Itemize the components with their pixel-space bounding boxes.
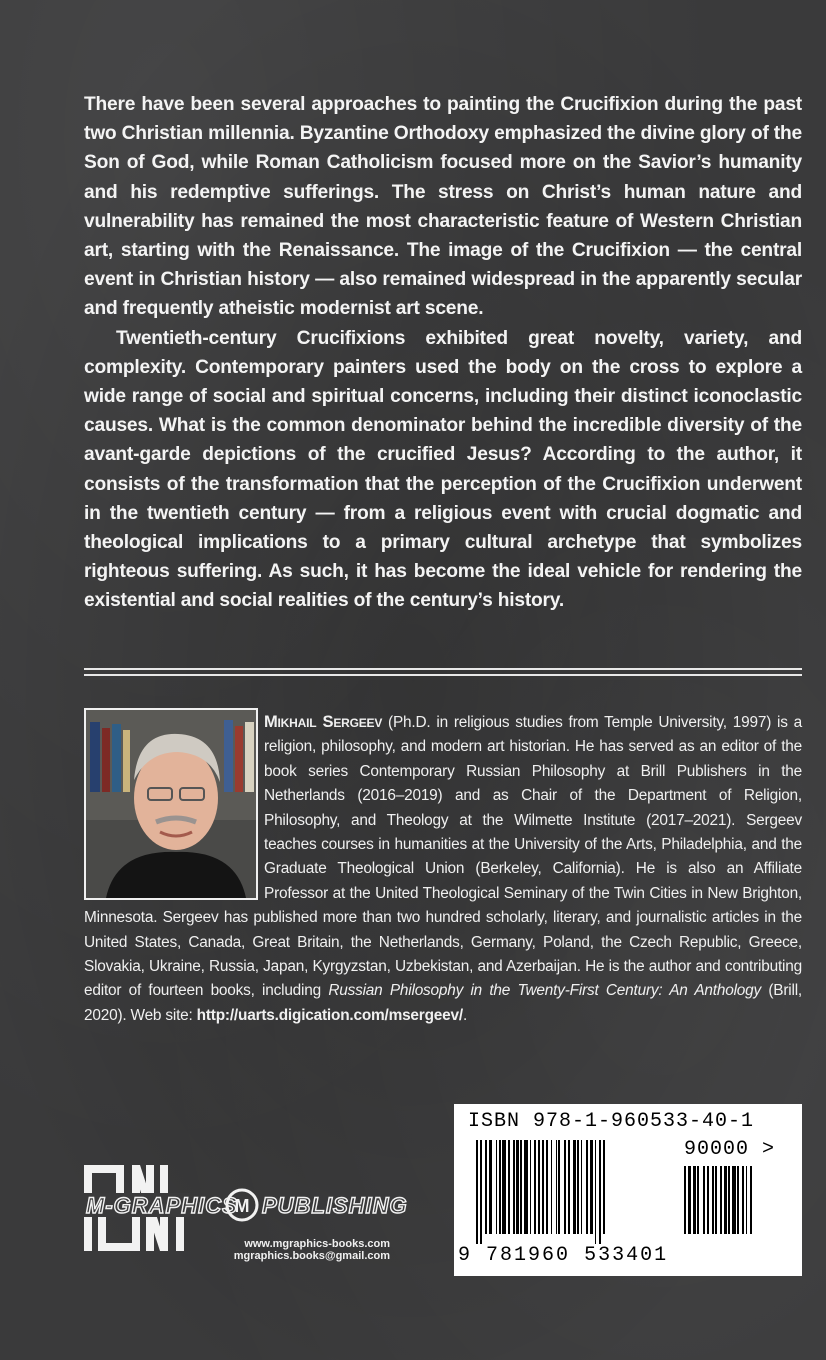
ean-first-digit: 9 (458, 1244, 473, 1267)
barcode-bar (556, 1140, 557, 1234)
barcode-bar (530, 1140, 531, 1234)
barcode-bar (480, 1140, 482, 1244)
barcode-bar (737, 1166, 739, 1234)
bio-text-3: . (462, 1006, 468, 1024)
publisher-website[interactable]: www.mgraphics-books.com (244, 1238, 390, 1250)
barcode-bar (524, 1140, 528, 1234)
barcode-bar (603, 1140, 605, 1234)
barcode-bar (581, 1140, 582, 1234)
logo-text-publishing: PUBLISHING (262, 1193, 408, 1218)
barcode-bar (476, 1140, 478, 1244)
ean-digits (458, 1244, 668, 1267)
price-code: 90000 > (684, 1138, 776, 1161)
bio-text-2: (Brill, 2020). Web site: (84, 982, 802, 1024)
ean-left-digits: 781960 (486, 1244, 571, 1267)
barcode-bar (724, 1166, 727, 1234)
isbn-barcode (454, 1104, 802, 1276)
barcode-bar (599, 1140, 601, 1244)
barcode-bar (499, 1140, 501, 1234)
barcode-bar (489, 1140, 492, 1234)
barcode-bar (534, 1140, 536, 1234)
publisher-email[interactable]: mgraphics.books@gmail.com (233, 1250, 390, 1262)
logo-text-mgraphics: M-GRAPHICS (86, 1193, 238, 1218)
barcode-bar (750, 1166, 752, 1234)
barcode-bar (516, 1140, 519, 1234)
barcode-bar (728, 1166, 730, 1234)
barcode-bar (697, 1166, 699, 1234)
barcode-bar (564, 1140, 566, 1234)
isbn-number: ISBN 978-1-960533-40-1 (468, 1110, 755, 1133)
barcode-bar (742, 1166, 744, 1234)
author-website-link[interactable]: http://uarts.digication.com/msergeev/ (196, 1006, 463, 1024)
barcode-bar (558, 1140, 560, 1234)
barcode-bar (551, 1140, 552, 1234)
barcode-bar (746, 1166, 747, 1234)
barcode-bar (712, 1166, 714, 1234)
barcode-bar (732, 1166, 736, 1234)
barcode-bar (542, 1140, 544, 1234)
barcode-bar (502, 1140, 506, 1234)
barcode-bar (595, 1140, 596, 1244)
blurb-text (84, 90, 802, 616)
barcode-bar (693, 1166, 696, 1234)
divider-top-line (84, 668, 802, 670)
barcode-bar (715, 1166, 717, 1234)
barcode-bar (520, 1140, 522, 1234)
barcode-bar (720, 1166, 722, 1234)
barcode-bar (586, 1140, 588, 1234)
barcode-bar (703, 1166, 705, 1234)
barcode-bar (508, 1140, 510, 1234)
barcode-bar (546, 1140, 548, 1234)
barcode-bar (513, 1140, 515, 1234)
blurb-paragraph-2: Twentieth-century Crucifixions exhibited great novelty, variety, and complexity. Contemporary painters used the body on the cross to explore a wide range of social and spiritual concerns, including their distinct iconoclastic causes. What is the common denominator behind the incredible diversity of the avant-garde depictions of the crucified Jesus? According to the author, it consists of the transformation that the perception of the Crucifixion underwent in the twentieth century — from a religious event with crucial dogmatic and theological implications to a primary cultural archetype that symbolizes righteous suffering. As such, it has become the ideal vehicle for rendering the existential and social realities of the century’s history. (84, 327, 802, 612)
barcode-bar (684, 1166, 686, 1234)
svg-text:M: M (234, 1196, 250, 1216)
ean-barcode-bars (476, 1140, 676, 1244)
barcode-bar (496, 1140, 497, 1234)
barcode-bar (568, 1140, 570, 1234)
barcode-bar (590, 1140, 593, 1234)
barcode-bar (485, 1140, 487, 1234)
barcode-bar (573, 1140, 576, 1234)
book-title: Russian Philosophy in the Twenty-First Century: An Anthology (328, 982, 762, 1000)
photo-spacer (84, 710, 264, 906)
publisher-contact (204, 1238, 390, 1262)
ean-right-digits: 533401 (584, 1244, 669, 1267)
barcode-bar (538, 1140, 540, 1234)
bio-text-1: (Ph.D. in religious studies from Temple University, 1997) is a religion, philosophy, and modern art historian. He has served as an editor of the book series Contemporary Russian Philosophy at Brill Publishers in the Netherlands (2016–2019) and as Chair of the Department of Religion, Philosophy, and Theology at the Wilmette Institute (2017–2021). Sergeev teaches courses in humanities at the University of the Arts, Philadelphia, and the Graduate Theological Union (Berkeley, California). He is also an Affiliate Professor at the United Theological Seminary of the Twin Cities in New Brighton, Minnesota. Sergeev has published more than two hundred scholarly, literary, and journalistic articles in the United States, Canada, Great Britain, the Netherlands, Germany, Poland, the Czech Republic, Greece, Slovakia, Ukraine, Russia, Japan, Kyrgyzstan, Uzbekistan, and Azerbaijan. He is the author and contributing editor of fourteen books, including (84, 714, 802, 1000)
barcode-bar (577, 1140, 579, 1234)
author-bio (84, 710, 802, 1028)
barcode-bar (707, 1166, 709, 1234)
barcode-bar (688, 1166, 691, 1234)
addon-barcode-bars (684, 1166, 784, 1244)
divider-bottom-line (84, 674, 802, 676)
author-name: Mikhail Sergeev (264, 713, 383, 731)
blurb-paragraph-1: There have been several approaches to painting the Crucifixion during the past two Christian millennia. Byzantine Orthodoxy emphasized the divine glory of the Son of God, while Roman Catholicism focused more on the Savior’s humanity and his redemptive sufferings. The stress on Christ’s human nature and vulnerability has remained the most characteristic feature of Western Christian art, starting with the Renaissance. The image of the Crucifixion — the central event in Christian history — also remained widespread in the apparently secular and frequently atheistic modernist art scene. (84, 94, 802, 320)
